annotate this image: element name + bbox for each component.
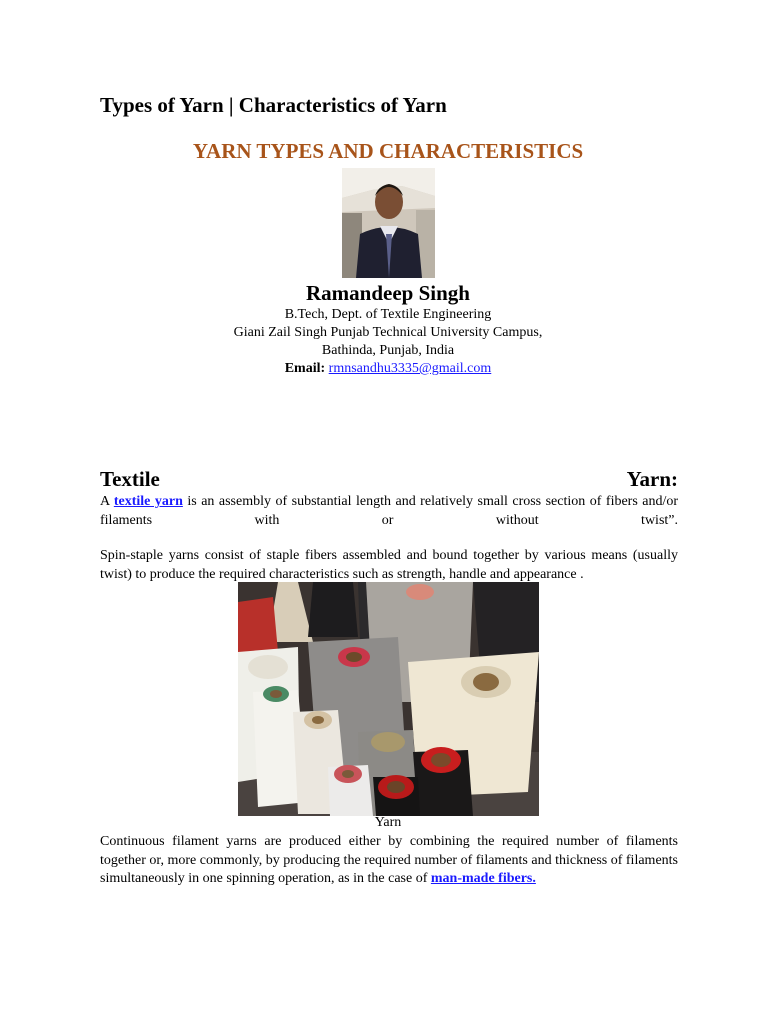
author-email-line (0, 360, 768, 378)
section-heading-left: Textile (100, 467, 160, 491)
man-made-fibers-link[interactable]: man-made fibers. (430, 871, 536, 886)
definition-prefix: A (100, 494, 110, 509)
image-caption: Yarn (374, 815, 402, 830)
definition-text: is an assembly of substantial length and relatively small cross section of fibers and/or filaments with or without twist”. (100, 494, 679, 528)
spin-staple-paragraph: Spin-staple yarns consist of staple fibers assembled and bound together by various means (usually twist) to produce the required characteristics such as strength, handle and appearance . (100, 548, 678, 582)
author-institution: Giani Zail Singh Punjab Technical University Campus, (233, 325, 543, 340)
textile-yarn-link[interactable]: textile yarn (113, 494, 183, 509)
definition-paragraph (100, 493, 678, 530)
filament-paragraph (100, 833, 678, 889)
filament-text: Continuous filament yarns are produced either by combining the required number of filaments together or, more commonly, by producing the required number of filaments and thickness of filaments simultaneously in one spinning operation, as in the case of (100, 834, 678, 886)
author-name: Ramandeep Singh (306, 281, 470, 305)
author-info (0, 280, 768, 378)
yarn-cones-image (238, 582, 539, 816)
email-label: Email: (284, 361, 326, 376)
email-link[interactable]: rmnsandhu3335@gmail.com (328, 361, 492, 376)
section-heading (100, 467, 678, 492)
author-location: Bathinda, Punjab, India (321, 343, 455, 358)
author-degree: B.Tech, Dept. of Textile Engineering (284, 307, 492, 322)
document-subtitle: YARN TYPES AND CHARACTERISTICS (192, 139, 584, 163)
page-title: Types of Yarn | Characteristics of Yarn (100, 93, 447, 117)
author-photo (342, 168, 435, 278)
section-heading-right: Yarn: (626, 467, 678, 491)
